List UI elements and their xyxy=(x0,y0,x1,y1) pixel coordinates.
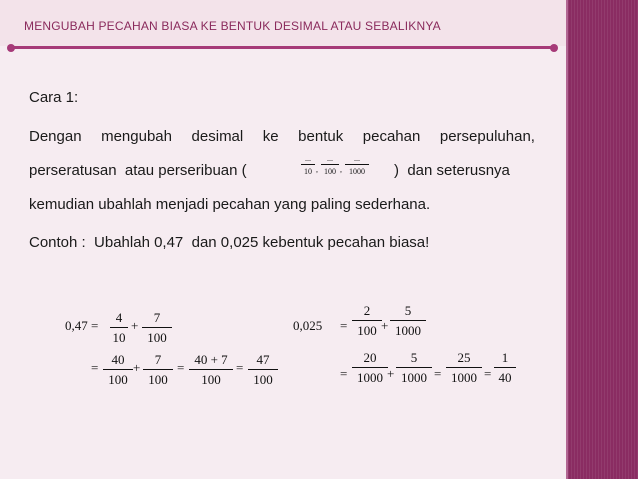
word: desimal xyxy=(191,128,244,145)
fraction-numerator: 40 xyxy=(111,352,125,367)
fraction-numerator: ... xyxy=(354,154,360,163)
fraction-numerator: 25 xyxy=(457,350,471,365)
math-lhs: 0,47 = xyxy=(65,318,99,333)
inline-sep-2: , xyxy=(340,165,342,174)
body-line-2-right: ) dan seterusnya xyxy=(394,162,510,179)
fraction xyxy=(494,350,516,386)
slide-title: MENGUBAH PECAHAN BIASA KE BENTUK DESIMAL ATAU SEBALIKNYA xyxy=(24,19,441,33)
fraction-denominator: 1000 xyxy=(395,323,421,338)
word: Dengan xyxy=(29,128,82,145)
fraction-numerator: 1 xyxy=(501,350,509,365)
equals-sign: = xyxy=(236,360,244,375)
inline-sep-1: , xyxy=(316,165,318,174)
fraction-numerator: 5 xyxy=(404,303,412,318)
fraction xyxy=(390,303,426,339)
word: persepuluhan, xyxy=(439,128,535,145)
fraction xyxy=(352,350,388,386)
fraction-numerator: ... xyxy=(327,154,333,163)
fraction-denominator: 1000 xyxy=(349,167,365,176)
word: bentuk xyxy=(298,128,344,145)
fraction-denominator: 100 xyxy=(253,372,273,387)
equals-sign: = xyxy=(434,366,442,381)
fraction xyxy=(396,350,432,386)
fraction-denominator: 100 xyxy=(324,167,336,176)
fraction-denominator: 10 xyxy=(112,330,126,345)
fraction-denominator: 1000 xyxy=(401,370,427,385)
fraction-denominator: 100 xyxy=(357,323,377,338)
example-prompt: Contoh : Ubahlah 0,47 dan 0,025 kebentuk pecahan biasa! xyxy=(29,234,430,251)
body-line-3: kemudian ubahlah menjadi pecahan yang paling sederhana. xyxy=(29,196,431,213)
fraction-numerator: 5 xyxy=(410,350,418,365)
equals-sign: = xyxy=(177,360,185,375)
method-heading: Cara 1: xyxy=(29,89,79,106)
fraction-numerator: 2 xyxy=(363,303,371,318)
fraction-denominator: 1000 xyxy=(451,370,477,385)
plus-sign: + xyxy=(387,366,395,381)
fraction-numerator: 20 xyxy=(363,350,377,365)
fraction-denominator: 40 xyxy=(498,370,512,385)
plus-sign: + xyxy=(381,318,389,333)
fraction-denominator: 1000 xyxy=(357,370,383,385)
body-line-2-left: perseratusan atau perseribuan ( xyxy=(29,162,247,179)
fraction-denominator: 100 xyxy=(147,330,167,345)
fraction-numerator: 47 xyxy=(256,352,270,367)
math-lhs: 0,025 xyxy=(293,318,323,333)
equals-sign: = xyxy=(91,360,99,375)
word: pecahan xyxy=(362,128,421,145)
fraction-denominator: 100 xyxy=(108,372,128,387)
fraction xyxy=(446,350,482,386)
plus-sign: + xyxy=(133,360,141,375)
equals-sign: = xyxy=(340,318,348,333)
fraction-numerator: 40 + 7 xyxy=(194,352,228,367)
fraction-denominator: 10 xyxy=(304,167,312,176)
plus-sign: + xyxy=(131,318,139,333)
equals-sign: = xyxy=(340,366,348,381)
word: mengubah xyxy=(101,128,172,145)
fraction-numerator: ... xyxy=(305,154,311,163)
fraction xyxy=(352,303,382,339)
fraction-denominator: 100 xyxy=(201,372,221,387)
word: ke xyxy=(262,128,279,145)
fraction-numerator: 4 xyxy=(115,310,123,325)
fraction-numerator: 7 xyxy=(153,310,161,325)
fraction-numerator: 7 xyxy=(154,352,162,367)
equals-sign: = xyxy=(484,366,492,381)
fraction-denominator: 100 xyxy=(148,372,168,387)
